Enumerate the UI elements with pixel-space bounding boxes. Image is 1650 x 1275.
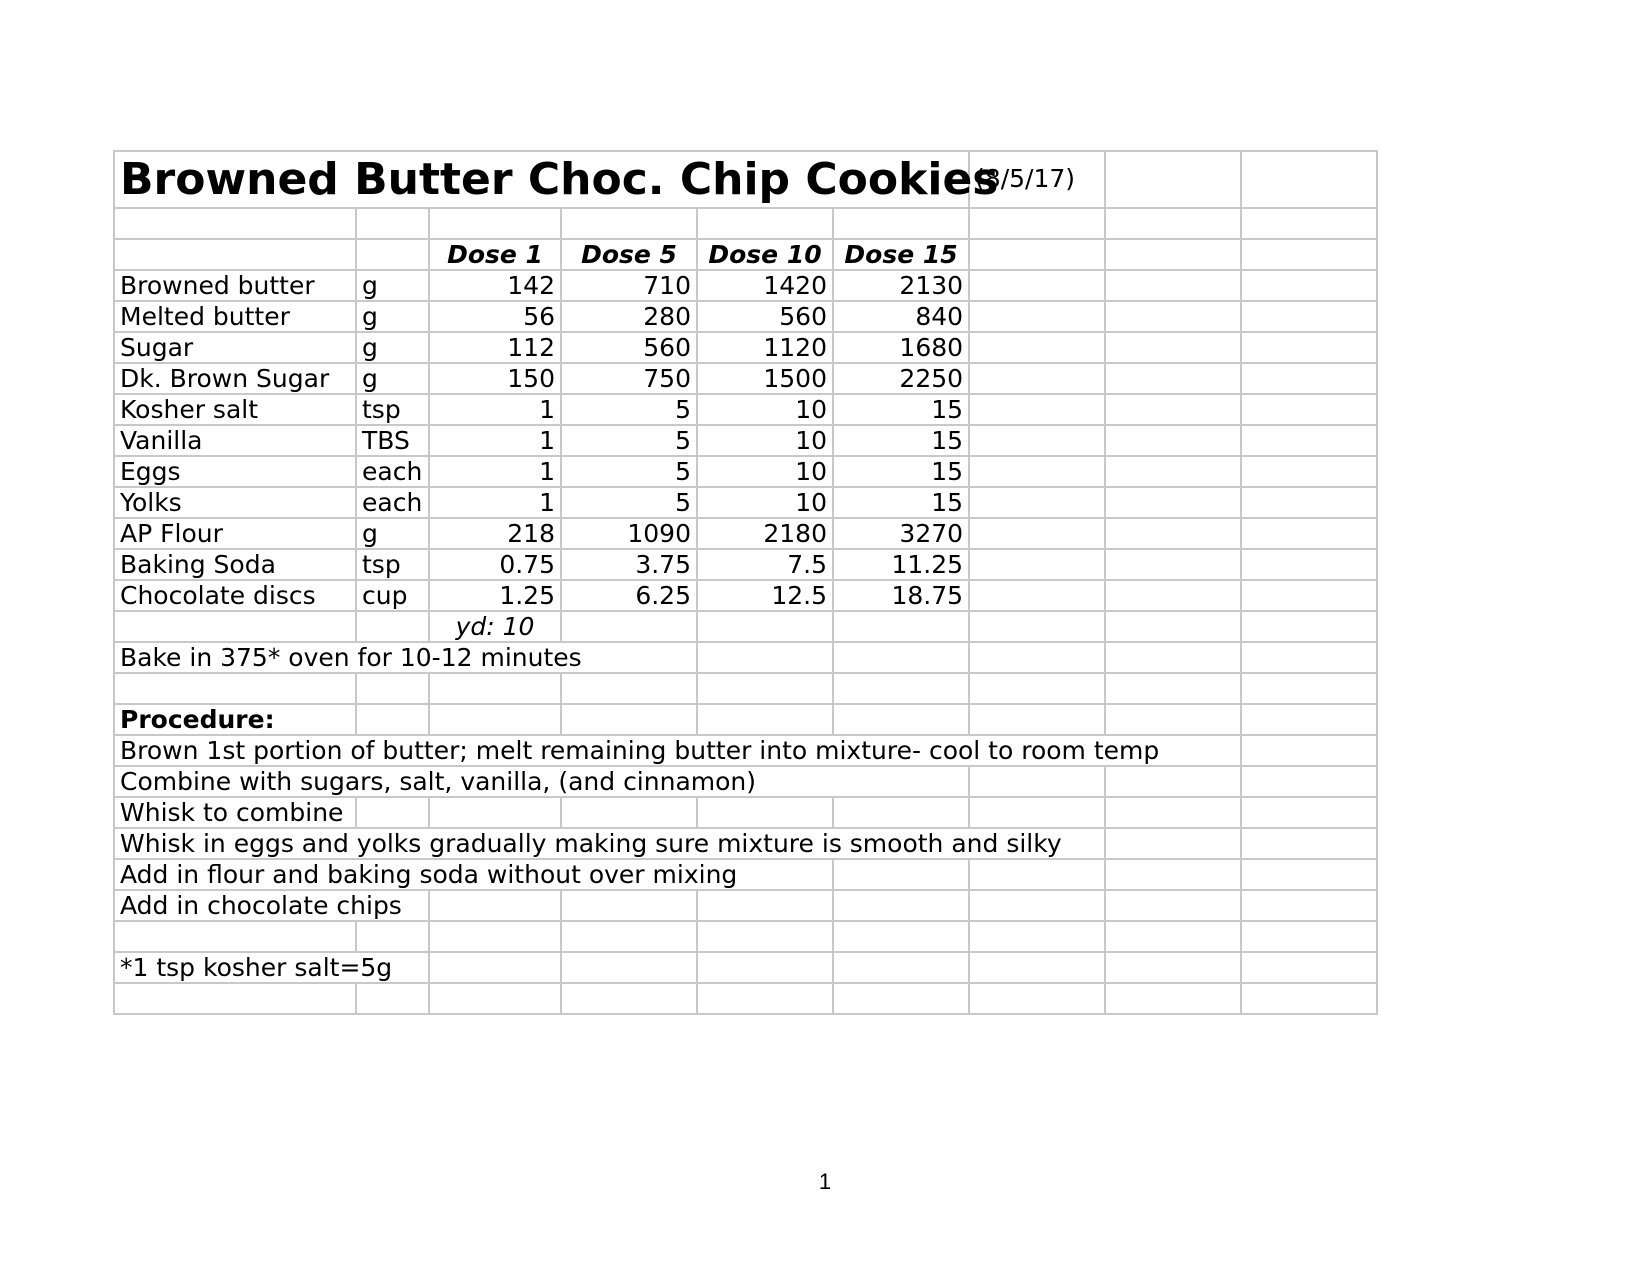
empty-cell[interactable] <box>697 952 833 983</box>
ingredient-name[interactable]: Kosher salt <box>114 394 356 425</box>
empty-cell[interactable] <box>969 425 1105 456</box>
blank-row <box>114 673 1377 704</box>
empty-cell[interactable] <box>429 952 561 983</box>
empty-cell[interactable] <box>969 797 1105 828</box>
empty-cell[interactable] <box>969 487 1105 518</box>
ingredient-name[interactable]: Yolks <box>114 487 356 518</box>
empty-cell[interactable] <box>1105 151 1241 208</box>
dose-15-value[interactable]: 18.75 <box>833 580 969 611</box>
empty-cell[interactable] <box>697 704 833 735</box>
dose-5-value[interactable]: 1090 <box>561 518 697 549</box>
empty-cell[interactable] <box>561 797 697 828</box>
ingredient-unit[interactable]: TBS <box>356 425 429 456</box>
empty-cell[interactable] <box>969 704 1105 735</box>
empty-cell[interactable] <box>833 859 969 890</box>
dose-5-value[interactable]: 750 <box>561 363 697 394</box>
ingredient-row <box>114 394 1377 425</box>
empty-cell[interactable] <box>969 518 1105 549</box>
empty-cell[interactable] <box>1241 797 1377 828</box>
ingredient-row <box>114 456 1377 487</box>
dose-15-value[interactable]: 3270 <box>833 518 969 549</box>
procedure-step-row <box>114 797 1377 828</box>
empty-cell[interactable] <box>969 890 1105 921</box>
dose-15-value[interactable]: 840 <box>833 301 969 332</box>
empty-cell[interactable] <box>1241 332 1377 363</box>
empty-cell[interactable] <box>1241 766 1377 797</box>
empty-cell[interactable] <box>1105 828 1241 859</box>
empty-cell[interactable] <box>969 766 1105 797</box>
dose-5-value[interactable]: 5 <box>561 394 697 425</box>
dose-10-value[interactable]: 10 <box>697 425 833 456</box>
empty-cell[interactable] <box>561 673 697 704</box>
dose-10-value[interactable]: 1500 <box>697 363 833 394</box>
dose-10-value[interactable]: 1120 <box>697 332 833 363</box>
ingredient-row <box>114 487 1377 518</box>
procedure-step-row <box>114 828 1377 859</box>
ingredient-name[interactable]: Browned butter <box>114 270 356 301</box>
dose-1-value[interactable]: 0.75 <box>429 549 561 580</box>
dose-1-value[interactable]: 112 <box>429 332 561 363</box>
empty-cell[interactable] <box>969 611 1105 642</box>
empty-cell[interactable] <box>697 611 833 642</box>
dose-5-value[interactable]: 560 <box>561 332 697 363</box>
dose-5-value[interactable]: 5 <box>561 487 697 518</box>
empty-cell[interactable] <box>429 890 561 921</box>
dose-1-value[interactable]: 142 <box>429 270 561 301</box>
footnote-row <box>114 952 1377 983</box>
procedure-step-row <box>114 766 1377 797</box>
empty-cell[interactable] <box>697 642 833 673</box>
empty-cell[interactable] <box>833 797 969 828</box>
empty-cell[interactable] <box>1105 270 1241 301</box>
yield-row <box>114 611 1377 642</box>
empty-cell[interactable] <box>1105 332 1241 363</box>
dose-1-value[interactable]: 1 <box>429 425 561 456</box>
empty-cell[interactable] <box>833 642 969 673</box>
dose-10-value[interactable]: 560 <box>697 301 833 332</box>
dose-1-value[interactable]: 1 <box>429 456 561 487</box>
ingredient-unit[interactable]: g <box>356 518 429 549</box>
procedure-heading[interactable]: Procedure: <box>114 704 356 735</box>
empty-cell[interactable] <box>356 673 429 704</box>
empty-cell[interactable] <box>697 890 833 921</box>
empty-cell[interactable] <box>1241 983 1377 1014</box>
empty-cell[interactable] <box>429 704 561 735</box>
dose-header-row <box>114 239 1377 270</box>
empty-cell[interactable] <box>356 704 429 735</box>
empty-cell[interactable] <box>114 983 356 1014</box>
title-row <box>114 151 1377 208</box>
empty-cell[interactable] <box>356 921 429 952</box>
dose-header-1[interactable]: Dose 1 <box>429 239 561 270</box>
empty-cell[interactable] <box>1241 301 1377 332</box>
empty-cell[interactable] <box>1241 239 1377 270</box>
dose-15-value[interactable]: 15 <box>833 394 969 425</box>
empty-cell[interactable] <box>1241 487 1377 518</box>
ingredient-unit[interactable]: tsp <box>356 549 429 580</box>
empty-cell[interactable] <box>969 239 1105 270</box>
empty-cell[interactable] <box>429 921 561 952</box>
dose-10-value[interactable]: 10 <box>697 456 833 487</box>
empty-cell[interactable] <box>833 890 969 921</box>
empty-cell[interactable] <box>697 673 833 704</box>
ingredient-unit[interactable]: g <box>356 332 429 363</box>
dose-5-value[interactable]: 280 <box>561 301 697 332</box>
empty-cell[interactable] <box>1105 301 1241 332</box>
ingredient-unit[interactable]: each <box>356 487 429 518</box>
dose-1-value[interactable]: 218 <box>429 518 561 549</box>
dose-5-value[interactable]: 5 <box>561 456 697 487</box>
empty-cell[interactable] <box>356 239 429 270</box>
empty-cell[interactable] <box>1241 363 1377 394</box>
recipe-spreadsheet <box>113 150 1378 1015</box>
empty-cell[interactable] <box>1241 208 1377 239</box>
empty-cell[interactable] <box>697 921 833 952</box>
empty-cell[interactable] <box>969 270 1105 301</box>
blank-row <box>114 921 1377 952</box>
bake-note-cell[interactable]: Bake in 375* oven for 10-12 minutes <box>114 642 697 673</box>
empty-cell[interactable] <box>1241 921 1377 952</box>
dose-15-value[interactable]: 2130 <box>833 270 969 301</box>
title-cell[interactable] <box>114 151 999 208</box>
ingredient-name[interactable]: AP Flour <box>114 518 356 549</box>
ingredient-name[interactable]: Sugar <box>114 332 356 363</box>
empty-cell[interactable] <box>1241 394 1377 425</box>
dose-1-value[interactable]: 1 <box>429 394 561 425</box>
empty-cell[interactable] <box>969 394 1105 425</box>
empty-cell[interactable] <box>561 952 697 983</box>
empty-cell[interactable] <box>969 363 1105 394</box>
empty-cell[interactable] <box>1105 983 1241 1014</box>
ingredient-name[interactable]: Eggs <box>114 456 356 487</box>
dose-5-value[interactable]: 5 <box>561 425 697 456</box>
empty-cell[interactable] <box>833 704 969 735</box>
empty-cell[interactable] <box>1105 456 1241 487</box>
empty-cell[interactable] <box>1241 642 1377 673</box>
ingredient-row <box>114 301 1377 332</box>
ingredient-unit[interactable]: cup <box>356 580 429 611</box>
empty-cell[interactable] <box>1105 859 1241 890</box>
empty-cell[interactable] <box>114 611 356 642</box>
empty-cell[interactable] <box>969 208 1105 239</box>
empty-cell[interactable] <box>1241 952 1377 983</box>
empty-cell[interactable] <box>969 549 1105 580</box>
dose-10-value[interactable]: 10 <box>697 394 833 425</box>
ingredient-row <box>114 518 1377 549</box>
procedure-step[interactable]: Whisk to combine <box>114 797 356 828</box>
page-number: 1 <box>818 1169 832 1194</box>
empty-cell[interactable] <box>356 983 429 1014</box>
empty-cell[interactable] <box>833 952 969 983</box>
empty-cell[interactable] <box>356 208 429 239</box>
empty-cell[interactable] <box>969 859 1105 890</box>
empty-cell[interactable] <box>1105 921 1241 952</box>
empty-cell[interactable] <box>429 673 561 704</box>
empty-cell[interactable] <box>114 208 356 239</box>
empty-cell[interactable] <box>1105 363 1241 394</box>
empty-cell[interactable] <box>1241 611 1377 642</box>
empty-cell[interactable] <box>561 704 697 735</box>
empty-cell[interactable] <box>1241 704 1377 735</box>
empty-cell[interactable] <box>1241 735 1377 766</box>
empty-cell[interactable] <box>969 456 1105 487</box>
empty-cell[interactable] <box>1241 890 1377 921</box>
ingredient-row <box>114 270 1377 301</box>
dose-15-value[interactable]: 1680 <box>833 332 969 363</box>
empty-cell[interactable] <box>969 921 1105 952</box>
ingredient-unit[interactable]: tsp <box>356 394 429 425</box>
empty-cell[interactable] <box>969 983 1105 1014</box>
empty-cell[interactable] <box>1105 487 1241 518</box>
procedure-step[interactable]: Whisk in eggs and yolks gradually making sure mixture is smooth and silky <box>114 828 1105 859</box>
ingredient-name[interactable]: Chocolate discs <box>114 580 356 611</box>
empty-cell[interactable] <box>114 239 356 270</box>
dose-header-15[interactable]: Dose 15 <box>833 239 969 270</box>
procedure-heading-row <box>114 704 1377 735</box>
procedure-step[interactable]: Combine with sugars, salt, vanilla, (and cinnamon) <box>114 766 969 797</box>
dose-15-value[interactable]: 15 <box>833 487 969 518</box>
dose-1-value[interactable]: 1 <box>429 487 561 518</box>
ingredient-name[interactable]: Baking Soda <box>114 549 356 580</box>
empty-cell[interactable] <box>969 580 1105 611</box>
ingredient-row <box>114 332 1377 363</box>
ingredient-rows <box>114 270 1377 611</box>
empty-cell[interactable] <box>1105 518 1241 549</box>
empty-cell[interactable] <box>1105 766 1241 797</box>
yield-cell[interactable]: yd: 10 <box>429 611 561 642</box>
dose-1-value[interactable]: 1.25 <box>429 580 561 611</box>
empty-cell[interactable] <box>356 611 429 642</box>
empty-cell[interactable] <box>833 921 969 952</box>
empty-cell[interactable] <box>1241 425 1377 456</box>
empty-cell[interactable] <box>356 797 429 828</box>
empty-cell[interactable] <box>429 983 561 1014</box>
ingredient-row <box>114 363 1377 394</box>
bake-note-row <box>114 642 1377 673</box>
empty-cell[interactable] <box>1105 425 1241 456</box>
ingredient-name[interactable]: Melted butter <box>114 301 356 332</box>
empty-cell[interactable] <box>561 921 697 952</box>
ingredient-unit[interactable]: each <box>356 456 429 487</box>
ingredient-unit[interactable]: g <box>356 301 429 332</box>
dose-15-value[interactable]: 15 <box>833 456 969 487</box>
empty-cell[interactable] <box>1241 151 1377 208</box>
empty-cell[interactable] <box>697 983 833 1014</box>
procedure-step-row <box>114 735 1377 766</box>
empty-cell[interactable] <box>1241 518 1377 549</box>
empty-cell[interactable] <box>1241 673 1377 704</box>
recipe-title: Browned Butter Choc. Chip Cookies <box>120 153 999 205</box>
dose-10-value[interactable]: 10 <box>697 487 833 518</box>
empty-cell[interactable] <box>1105 704 1241 735</box>
dose-10-value[interactable]: 12.5 <box>697 580 833 611</box>
dose-5-value[interactable]: 710 <box>561 270 697 301</box>
procedure-step[interactable]: Add in chocolate chips <box>114 890 429 921</box>
procedure-step-row <box>114 859 1377 890</box>
empty-cell[interactable] <box>1105 952 1241 983</box>
dose-5-value[interactable]: 3.75 <box>561 549 697 580</box>
empty-cell[interactable] <box>429 208 561 239</box>
date-cell[interactable]: (8/5/17) <box>969 151 1105 208</box>
empty-cell[interactable] <box>1105 673 1241 704</box>
empty-cell[interactable] <box>1105 208 1241 239</box>
ingredient-unit[interactable]: g <box>356 363 429 394</box>
footnote-cell[interactable]: *1 tsp kosher salt=5g <box>114 952 429 983</box>
ingredient-unit[interactable]: g <box>356 270 429 301</box>
dose-header-5[interactable]: Dose 5 <box>561 239 697 270</box>
empty-cell[interactable] <box>114 673 356 704</box>
procedure-step[interactable]: Add in flour and baking soda without over mixing <box>114 859 833 890</box>
empty-cell[interactable] <box>969 301 1105 332</box>
empty-cell[interactable] <box>1105 549 1241 580</box>
empty-cell[interactable] <box>114 921 356 952</box>
blank-row <box>114 208 1377 239</box>
dose-10-value[interactable]: 2180 <box>697 518 833 549</box>
ingredient-name[interactable]: Vanilla <box>114 425 356 456</box>
empty-cell[interactable] <box>429 797 561 828</box>
empty-cell[interactable] <box>1241 456 1377 487</box>
ingredient-row <box>114 580 1377 611</box>
empty-cell[interactable] <box>1241 828 1377 859</box>
empty-cell[interactable] <box>833 673 969 704</box>
empty-cell[interactable] <box>969 332 1105 363</box>
dose-15-value[interactable]: 15 <box>833 425 969 456</box>
empty-cell[interactable] <box>697 208 833 239</box>
empty-cell[interactable] <box>969 642 1105 673</box>
empty-cell[interactable] <box>1241 580 1377 611</box>
empty-cell[interactable] <box>833 611 969 642</box>
empty-cell[interactable] <box>833 208 969 239</box>
empty-cell[interactable] <box>1105 611 1241 642</box>
empty-cell[interactable] <box>1105 580 1241 611</box>
dose-5-value[interactable]: 6.25 <box>561 580 697 611</box>
procedure-step[interactable]: Brown 1st portion of butter; melt remaining butter into mixture- cool to room temp <box>114 735 1241 766</box>
dose-1-value[interactable]: 56 <box>429 301 561 332</box>
empty-cell[interactable] <box>969 673 1105 704</box>
ingredient-row <box>114 549 1377 580</box>
empty-cell[interactable] <box>561 890 697 921</box>
dose-10-value[interactable]: 7.5 <box>697 549 833 580</box>
empty-cell[interactable] <box>561 208 697 239</box>
empty-cell[interactable] <box>697 797 833 828</box>
procedure-step-row <box>114 890 1377 921</box>
dose-header-10[interactable]: Dose 10 <box>697 239 833 270</box>
blank-row <box>114 983 1377 1014</box>
dose-10-value[interactable]: 1420 <box>697 270 833 301</box>
dose-1-value[interactable]: 150 <box>429 363 561 394</box>
empty-cell[interactable] <box>1241 270 1377 301</box>
empty-cell[interactable] <box>1105 394 1241 425</box>
empty-cell[interactable] <box>1105 239 1241 270</box>
empty-cell[interactable] <box>561 983 697 1014</box>
empty-cell[interactable] <box>1105 642 1241 673</box>
empty-cell[interactable] <box>833 983 969 1014</box>
dose-15-value[interactable]: 11.25 <box>833 549 969 580</box>
empty-cell[interactable] <box>561 611 697 642</box>
ingredient-name[interactable]: Dk. Brown Sugar <box>114 363 356 394</box>
empty-cell[interactable] <box>969 952 1105 983</box>
ingredient-row <box>114 425 1377 456</box>
empty-cell[interactable] <box>1105 890 1241 921</box>
dose-15-value[interactable]: 2250 <box>833 363 969 394</box>
empty-cell[interactable] <box>1105 797 1241 828</box>
empty-cell[interactable] <box>1241 549 1377 580</box>
empty-cell[interactable] <box>1241 859 1377 890</box>
